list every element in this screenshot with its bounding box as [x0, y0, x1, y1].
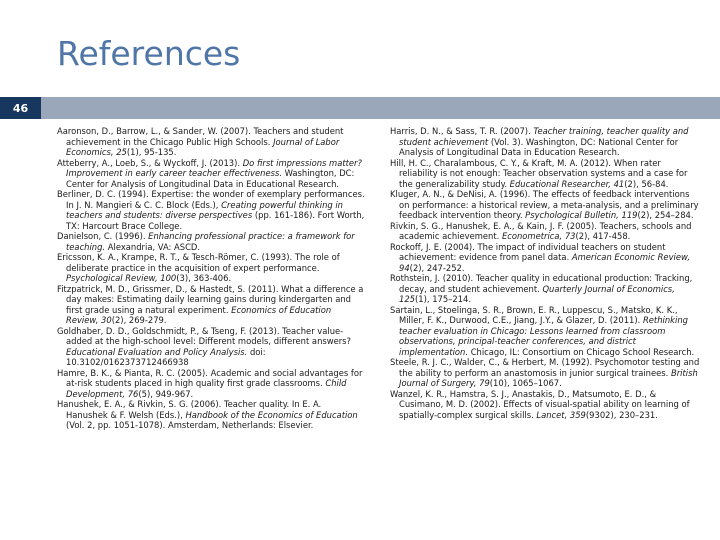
reference-text: (Vol. 3). Washington, DC: National Center for Analysis of Longitudinal Data in Education Research. [399, 136, 679, 157]
reference-entry [57, 326, 365, 368]
reference-entry [57, 368, 365, 400]
reference-text: (10), 1065–1067. [489, 378, 562, 388]
reference-source-italic: Rethinking teacher evaluation in Chicago: Lessons learned from classroom observations, principal-teacher conferences, and district implementation. [399, 315, 688, 357]
reference-source-italic: Educational Researcher, 41 [509, 178, 625, 189]
reference-text: doi: 10.3102/0162373712466938 [66, 346, 266, 367]
reference-entry [57, 158, 365, 190]
reference-text: (pp. 161-186). Fort Worth, TX: Harcourt Brace College. [66, 210, 365, 231]
reference-text: (2), 417-458. [575, 231, 631, 241]
reference-text: Harris, D. N., & Sass, T. R. (2007). [390, 126, 534, 136]
reference-text: Sartain, L., Stoelinga, S. R., Brown, E. R., Luppescu, S., Matsko, K. K., Miller, F. K., Durwood, C.E., Jiang, J.Y., & Glazer, D. (2011). [390, 304, 678, 325]
reference-text: Washington, DC: Center for Analysis of Longitudinal Data in Educational Research. [66, 168, 355, 189]
reference-source-italic: Do first impressions matter? Improvement in early career teacher effectiveness. [66, 157, 362, 178]
reference-source-italic: Journal of Labor Economics, 25 [66, 136, 340, 157]
reference-text: (1), 95-135. [126, 147, 177, 157]
reference-entry [57, 284, 365, 326]
reference-source-italic: British Journal of Surgery, 79 [399, 367, 698, 388]
reference-text: Rothstein, J. (2010). Teacher quality in educational production: Tracking, decay, and student achievement. [390, 273, 693, 294]
slide-title: References [57, 34, 241, 73]
reference-text: (2), 269-279. [111, 315, 167, 325]
reference-text: Steele, R. J. C., Walder, C., & Herbert, M. (1992). Psychomotor testing and the ability to perform an anastomosis in junior surgical trainees. [390, 357, 700, 378]
reference-source-italic: Handbook of the Economics of Education [185, 409, 358, 420]
reference-source-italic: Psychological Review, 100 [66, 273, 177, 283]
reference-text: (Vol. 2, pp. 1051-1078). Amsterdam, Netherlands: Elsevier. [66, 420, 314, 430]
reference-text: Danielson, C. (1996). [57, 231, 149, 241]
reference-text: (2), 247-252. [409, 262, 465, 273]
reference-entry [57, 189, 365, 231]
reference-text: Berliner, D. C. (1994). Expertise: the wonder of exemplary performances. In J. N. Mangieri & C. C. Block (Eds.), [57, 189, 365, 210]
reference-text: (5), 949-967. [138, 388, 194, 399]
reference-entry [57, 231, 365, 252]
reference-entry [390, 389, 702, 421]
reference-entry [390, 126, 702, 158]
reference-source-italic: Child Development, 76 [66, 378, 347, 399]
reference-entry [390, 273, 702, 305]
reference-entry [57, 252, 365, 284]
reference-source-italic: Creating powerful thinking in teachers and students: diverse perspectives [66, 199, 343, 220]
reference-text: Alexandria, VA: ASCD. [105, 241, 201, 252]
reference-entry [390, 357, 702, 389]
reference-text: Rivkin, S. G., Hanushek, E. A., & Kain, J. F. (2005). Teachers, schools and academic achievement. [390, 220, 692, 241]
reference-source-italic: Psychological Bulletin, 119 [525, 210, 638, 220]
reference-entry [390, 158, 702, 190]
reference-text: Wanzel, K. R., Hamstra, S. J., Anastakis, D., Matsumoto, E. D., & Cusimano, M. D. (2002). Effects of visual-spatial ability on learning of spatially-complex surgical skills. [390, 388, 690, 420]
reference-source-italic: Quarterly Journal of Economics, 125 [399, 283, 675, 304]
header-band [0, 97, 720, 119]
reference-text: Aaronson, D., Barrow, L., & Sander, W. (2007). Teachers and student achievement in the Chicago Public High Schools. [57, 126, 344, 147]
reference-source-italic: Economics of Education Review, 30 [66, 304, 332, 325]
reference-text: Hanushek, E. A., & Rivkin, S. G. (2006). Teacher quality. In E. A. Hanushek & F. Welsh (Eds.), [57, 399, 322, 420]
reference-text: Rockoff, J. E. (2004). The impact of individual teachers on student achievement: evidence from panel data. [390, 241, 666, 262]
reference-entry [390, 242, 702, 274]
reference-text: (2), 254–284. [637, 210, 694, 220]
reference-text: (3), 363-406. [176, 273, 232, 283]
references-left-column [57, 126, 365, 431]
reference-text: Hamre, B. K., & Pianta, R. C. (2005). Academic and social advantages for at-risk students placed in high quality first grade classrooms. [57, 367, 363, 388]
reference-text: Atteberry, A., Loeb, S., & Wyckoff, J. (2013). [57, 157, 243, 168]
reference-text: Chicago, IL: Consortium on Chicago School Research. [468, 346, 695, 357]
reference-source-italic: Enhancing professional practice: a framework for teaching. [66, 231, 355, 252]
reference-text: Fitzpatrick, M. D., Grissmer, D., & Hastedt, S. (2011). What a difference a day makes: Estimating daily learning gains during kindergarten and first grade using a natural experiment. [57, 283, 364, 315]
reference-entry [57, 126, 365, 158]
reference-entry [390, 305, 702, 358]
page-number-badge: 46 [0, 97, 41, 119]
reference-source-italic: American Economic Review, 94 [399, 252, 690, 273]
reference-text: (1), 175–214. [415, 294, 472, 304]
reference-text: (9302), 230–231. [585, 409, 658, 420]
reference-source-italic: Educational Evaluation and Policy Analysis. [66, 346, 248, 357]
reference-entry [390, 221, 702, 242]
reference-entry [57, 399, 365, 431]
reference-text: Ericsson, K. A., Krampe, R. T., & Tesch-Römer, C. (1993). The role of deliberate practice in the acquisition of expert performance. [57, 252, 340, 273]
reference-text: (2), 56-84. [624, 178, 669, 189]
reference-text: Goldhaber, D. D., Goldschmidt, P., & Tseng, F. (2013). Teacher value-added at the high-school level: Different models, different answers? [57, 325, 351, 346]
reference-source-italic: Econometrica, 73 [501, 231, 576, 241]
reference-source-italic: Lancet, 359 [536, 409, 586, 420]
reference-text: Hill, H. C., Charalambous, C. Y., & Kraft, M. A. (2012). When rater reliability is not enough: Teacher observation systems and a case for the generalizability study. [390, 157, 688, 189]
reference-text: Kluger, A. N., & DeNisi, A. (1996). The effects of feedback interventions on performance: a historical review, a meta-analysis, and a preliminary feedback intervention theory. [390, 189, 699, 220]
reference-source-italic: Teacher training, teacher quality and student achievement [399, 126, 689, 147]
reference-entry [390, 189, 702, 221]
references-right-column [390, 126, 702, 420]
